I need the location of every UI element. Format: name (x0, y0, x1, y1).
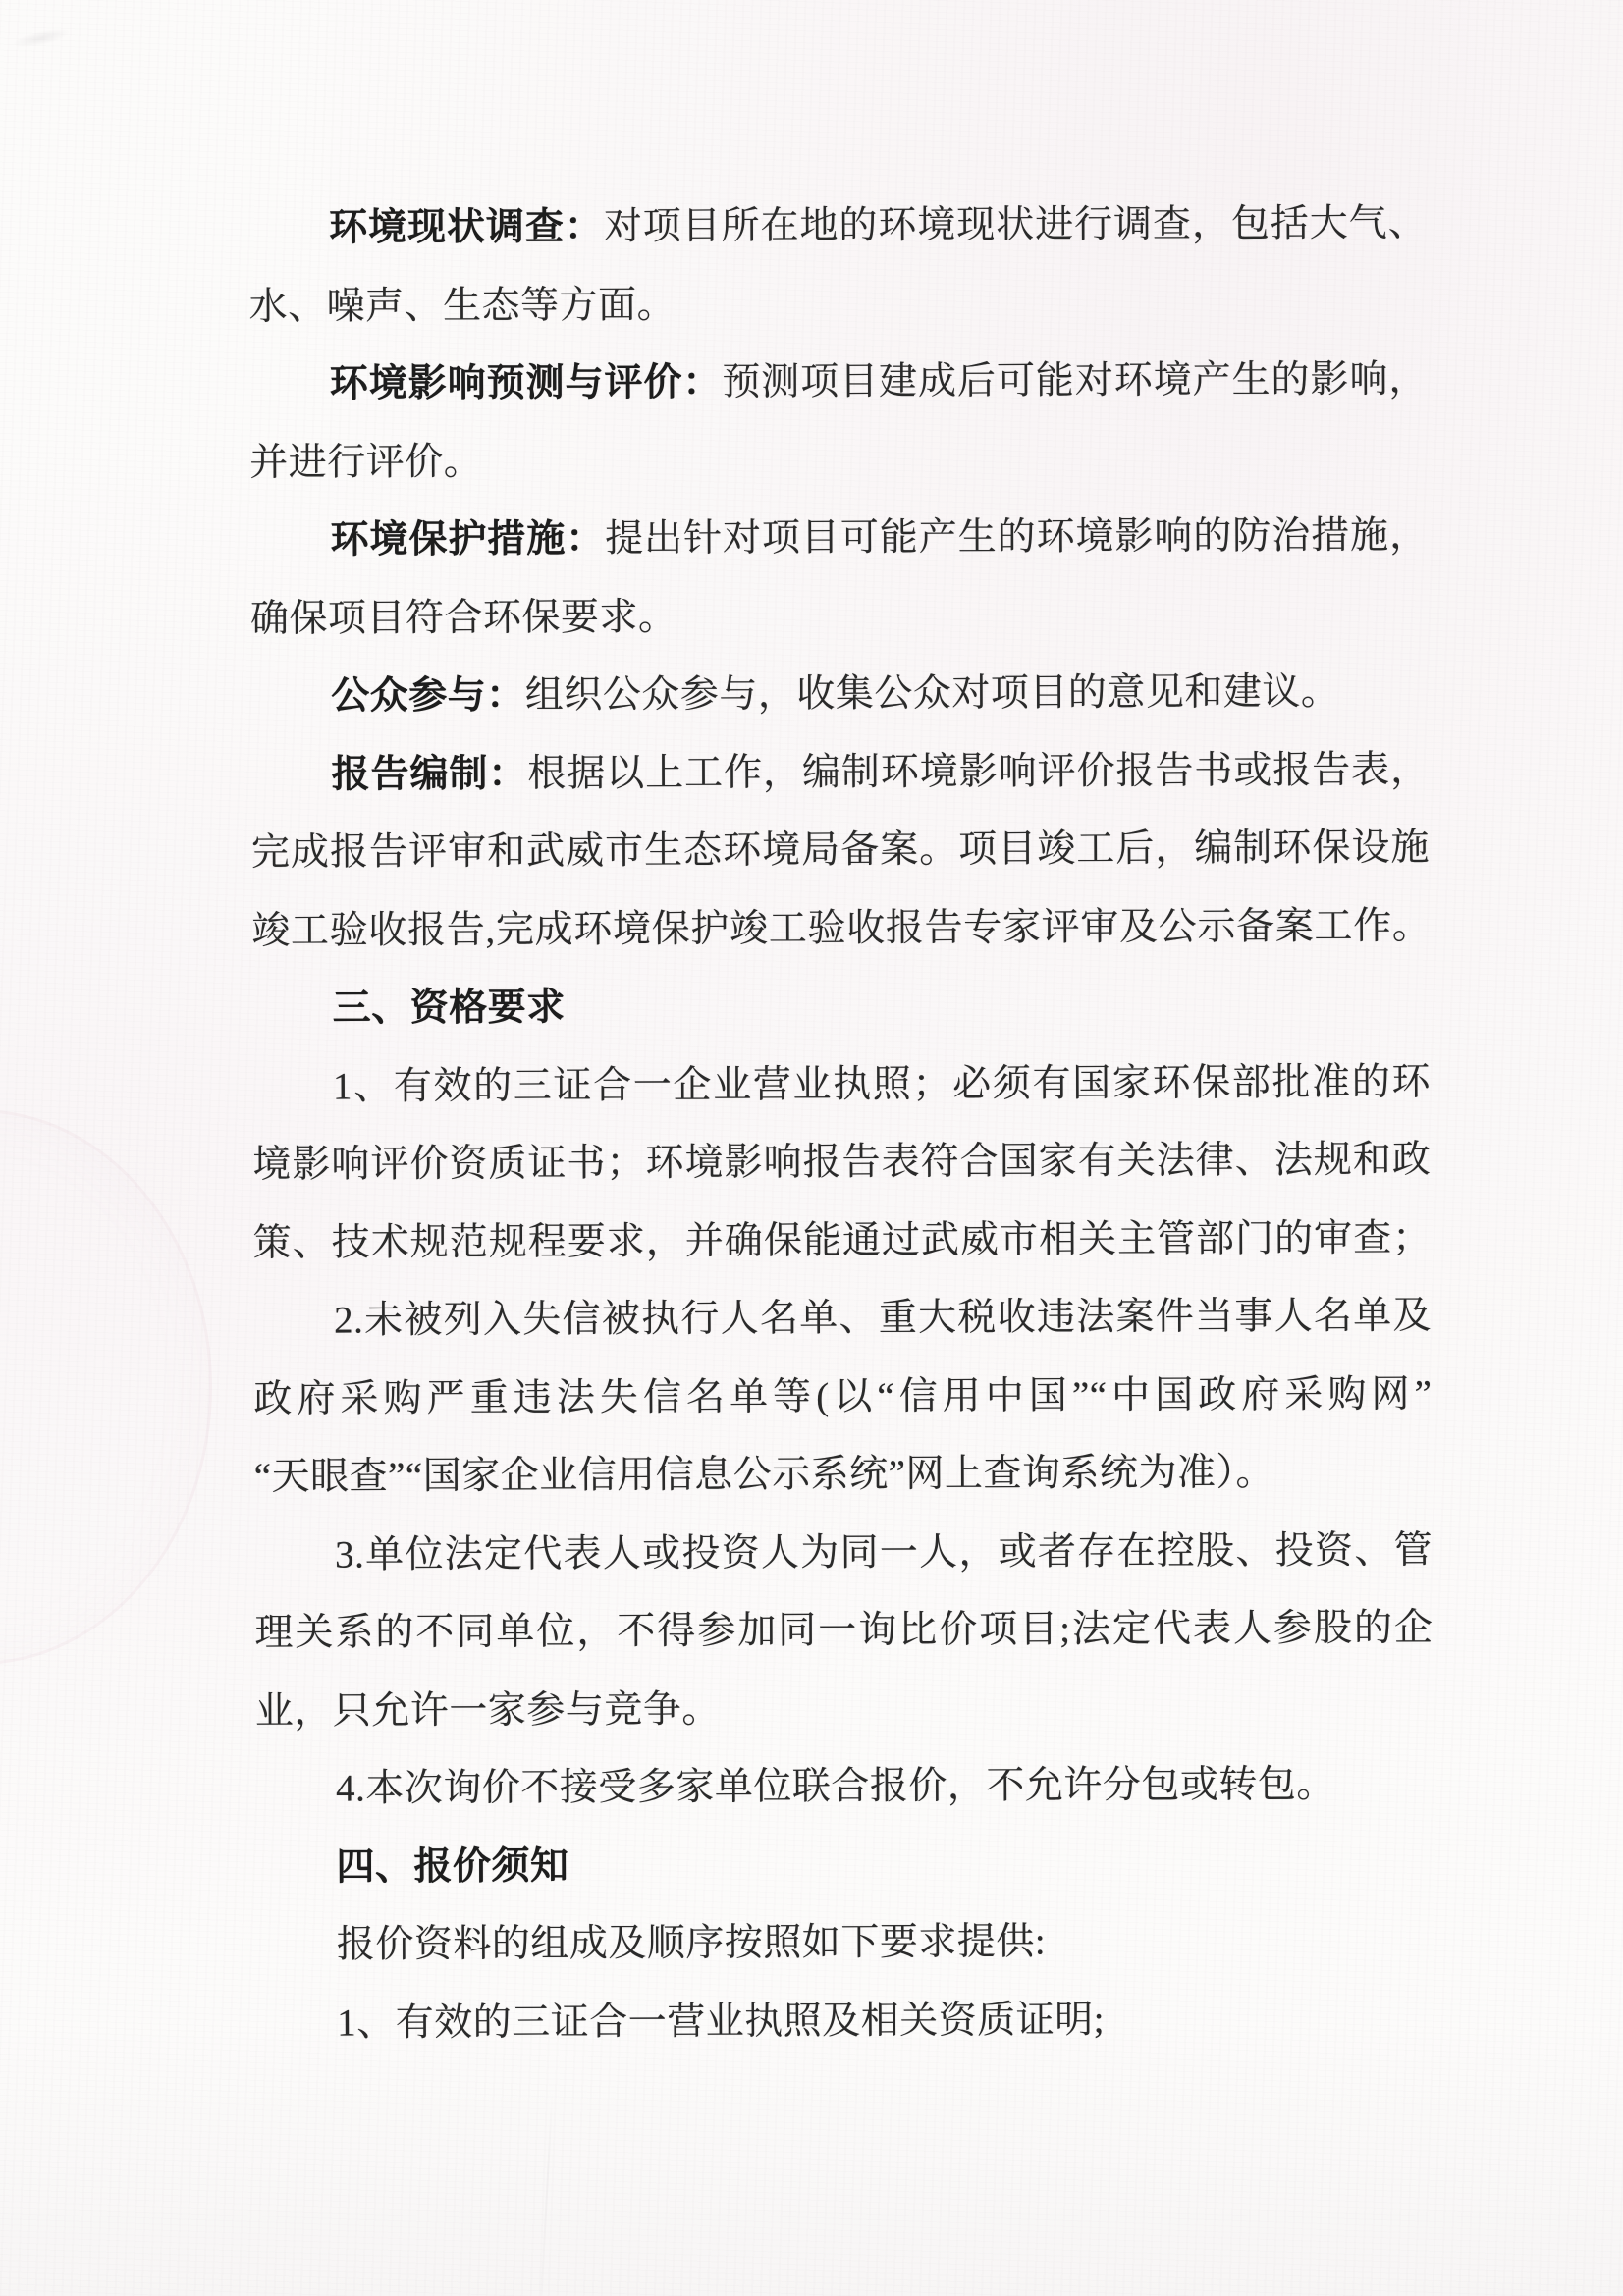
text-line (250, 730, 1429, 814)
bold-lead-label: 环境现状调查： (329, 205, 604, 249)
line-text: “天眼查”“国家企业信用信息公示系统”网上查询系统为准）。 (253, 1451, 1275, 1498)
scan-smudge-artifact (11, 26, 72, 51)
text-line (250, 653, 1429, 736)
text-line (253, 1199, 1432, 1282)
line-text: 报价资料的组成及顺序按照如下要求提供: (336, 1920, 1047, 1966)
text-line (249, 418, 1428, 502)
text-line (255, 1745, 1434, 1829)
text-line (249, 341, 1428, 424)
text-line (248, 185, 1427, 268)
document-text-block (248, 185, 1434, 2062)
text-line (256, 1901, 1434, 1985)
text-line (256, 1979, 1434, 2062)
text-line (248, 262, 1427, 346)
bold-lead-label: 四、报价须知 (336, 1844, 569, 1889)
line-text: 策、技术规范规程要求，并确保能通过武威市相关主管部门的审查； (252, 1216, 1432, 1264)
line-text: 境影响评价资质证书；环境影响报告表符合国家有关法律、法规和政 (252, 1138, 1432, 1186)
line-text: 水、噪声、生态等方面。 (248, 283, 676, 328)
line-text: 2.未被列入失信被执行人名单、重大税收违法案件当事人名单及 (333, 1294, 1433, 1342)
text-line (251, 809, 1430, 892)
line-text: 并进行评价。 (249, 440, 483, 484)
text-line (250, 574, 1429, 658)
bold-lead-label: 公众参与： (331, 673, 525, 718)
text-line (255, 1823, 1434, 1906)
line-text: 政府采购严重违法失信名单等(以“信用中国”“中国政府采购网” (253, 1372, 1433, 1420)
line-text: 理关系的不同单位，不得参加同一询比价项目;法定代表人参股的企 (254, 1606, 1434, 1654)
text-line (254, 1589, 1433, 1673)
line-text: 1、有效的三证合一企业营业执照；必须有国家环保部批准的环 (332, 1060, 1432, 1108)
text-line (249, 497, 1428, 580)
text-line (251, 965, 1430, 1048)
line-text: 1、有效的三证合一营业执照及相关资质证明; (337, 1998, 1106, 2045)
line-text: 确保项目符合环保要求。 (249, 595, 677, 640)
text-line (255, 1667, 1434, 1750)
text-line (254, 1433, 1433, 1517)
line-text: 提出针对项目可能产生的环境影响的防治措施， (605, 513, 1429, 561)
text-line (252, 1121, 1431, 1204)
text-line (252, 1042, 1431, 1126)
line-text: 组织公众参与，收集公众对项目的意见和建议。 (524, 670, 1340, 717)
bold-lead-label: 报告编制： (331, 752, 528, 796)
line-text: 业，只允许一家参与竞争。 (254, 1687, 721, 1733)
bold-lead-label: 环境保护措施： (330, 517, 606, 561)
line-text: 根据以上工作，编制环境影响评价报告书或报告表， (527, 748, 1430, 795)
bold-lead-label: 三、资格要求 (332, 986, 566, 1030)
line-text: 完成报告评审和武威市生态环境局备案。项目竣工后，编制环保设施 (250, 826, 1431, 874)
text-line (253, 1277, 1432, 1361)
text-line (254, 1511, 1433, 1594)
faint-seal-artifact (0, 1109, 212, 1665)
line-text: 对项目所在地的环境现状进行调查，包括大气、 (603, 201, 1428, 248)
text-line (251, 886, 1430, 970)
text-line (253, 1355, 1432, 1438)
line-text: 4.本次询价不接受多家单位联合报价，不允许分包或转包。 (336, 1763, 1335, 1810)
line-text: 3.单位法定代表人或投资人为同一人，或者存在控股、投资、管 (334, 1528, 1434, 1576)
paper-crease-artifact (541, 2091, 554, 2296)
bold-lead-label: 环境影响预测与评价： (329, 360, 723, 405)
line-text: 预测项目建成后可能对环境产生的影响， (722, 357, 1428, 403)
line-text: 竣工验收报告,完成环境保护竣工验收报告专家评审及公示备案工作。 (251, 904, 1431, 952)
